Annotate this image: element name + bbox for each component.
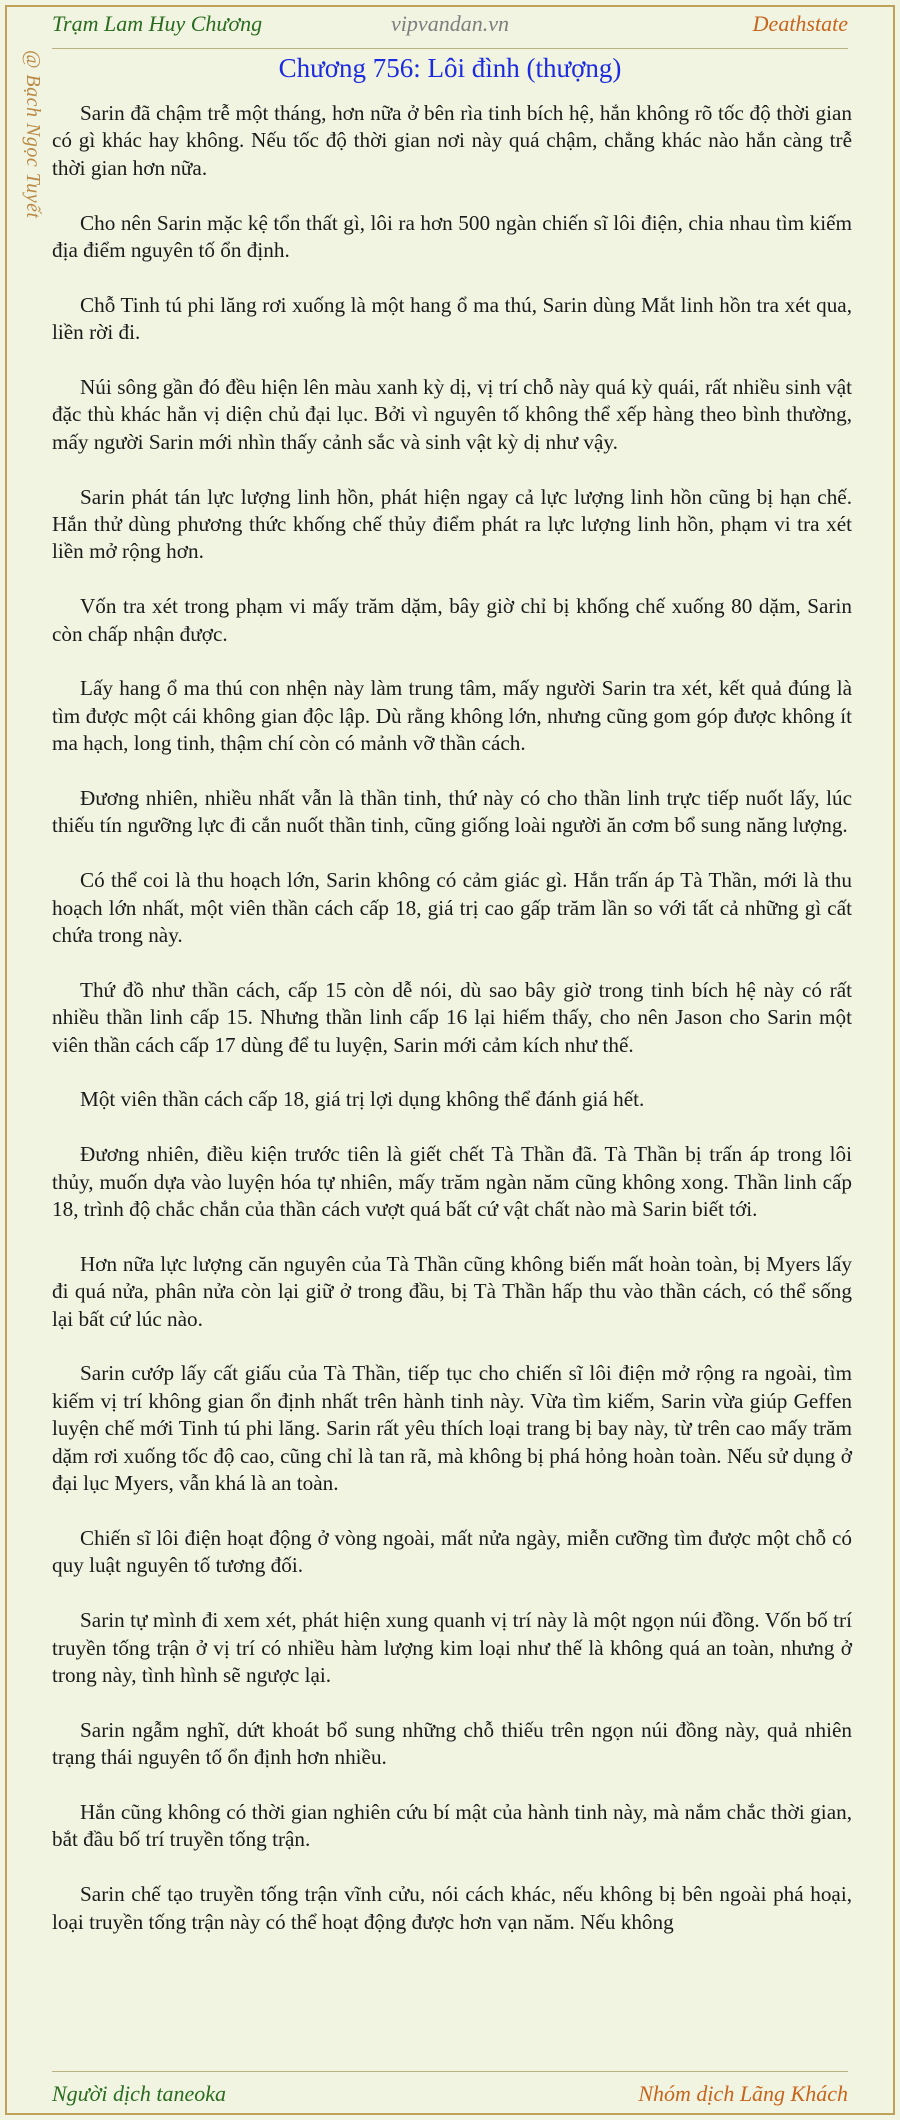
paragraph: Núi sông gần đó đều hiện lên màu xanh kỳ dị, vị trí chỗ này quá kỳ quái, rất nhiều sinh vật đặc thù khác hẳn vị diện chủ đại lục. Bởi vì nguyên tố không thể xếp hàng theo bình thường, mấy người Sarin mới nhìn thấy cảnh sắc và sinh vật kỳ dị như vậy. [52, 375, 852, 454]
paragraph: Sarin cướp lấy cất giấu của Tà Thần, tiếp tục cho chiến sĩ lôi điện mở rộng ra ngoài, tìm kiếm vị trí không gian ổn định nhất trên hành tinh này. Vừa tìm kiếm, Sarin vừa giúp Geffen luyện chế mới Tinh tú phi lăng. Sarin rất yêu thích loại trang bị bay này, từ trên cao mấy trăm dặm rơi xuống tốc độ cao, cũng chỉ là tan rã, mà không bị phá hỏng hoàn toàn. Nếu sử dụng ở đại lục Myers, vẫn khá là an toàn. [52, 1361, 852, 1496]
page-header [52, 8, 848, 49]
paragraph: Cho nên Sarin mặc kệ tổn thất gì, lôi ra hơn 500 ngàn chiến sĩ lôi điện, chia nhau tìm kiếm địa điểm nguyên tố ổn định. [52, 210, 852, 263]
paragraph: Sarin đã chậm trễ một tháng, hơn nữa ở bên rìa tinh bích hệ, hắn không rõ tốc độ thời gian có gì khác hay không. Nếu tốc độ thời gian nơi này quá chậm, chẳng khác nào hắn càng trễ thời gian hơn nữa. [52, 101, 852, 180]
paragraph: Hắn cũng không có thời gian nghiên cứu bí mật của hành tinh này, mà nắm chắc thời gian, bắt đầu bố trí truyền tống trận. [52, 1799, 852, 1852]
paragraph: Sarin chế tạo truyền tống trận vĩnh cửu, nói cách khác, nếu không bị bên ngoài phá hoại, loại truyền tống trận này có thể hoạt động được hơn vạn năm. Nếu không [52, 1882, 852, 1934]
paragraph: Có thể coi là thu hoạch lớn, Sarin không có cảm giác gì. Hắn trấn áp Tà Thần, mới là thu hoạch lớn nhất, một viên thần cách cấp 18, giá trị cao gấp trăm lần so với tất cả những gì cất chứa trong này. [52, 868, 852, 948]
paragraph: Đương nhiên, điều kiện trước tiên là giết chết Tà Thần đã. Tà Thần bị trấn áp trong lôi thủy, muốn dựa vào luyện hóa tự nhiên, mấy trăm ngàn năm cũng không xong. Thần linh cấp 18, trình độ chắc chắn của thần cách vượt quá bất cứ vật chất nào mà Sarin biết tới. [52, 1142, 852, 1222]
paragraph: Hơn nữa lực lượng căn nguyên của Tà Thần cũng không biến mất hoàn toàn, bị Myers lấy đi quá nửa, phân nửa còn lại giữ ở trong đầu, bị Tà Thần hấp thu vào thần cách, có thể sống lại bất cứ lúc nào. [52, 1251, 852, 1331]
paragraph: Đương nhiên, nhiều nhất vẫn là thần tinh, thứ này có cho thần linh trực tiếp nuốt lấy, lúc thiếu tín ngưỡng lực đi cắn nuốt thần tinh, cũng giống loài người ăn cơm bổ sung năng lượng. [52, 786, 852, 838]
header-site-name: Trạm Lam Huy Chương [52, 11, 263, 36]
paragraph: Thứ đồ như thần cách, cấp 15 còn dễ nói, dù sao bây giờ trong tinh bích hệ này có rất nhiều thần linh cấp 15. Nhưng thần linh cấp 16 lại hiếm thấy, cho nên Jason cho Sarin một viên thần cách cấp 17 dùng để tu luyện, Sarin mới cảm kích như thế. [52, 977, 852, 1057]
chapter-body [52, 100, 852, 1963]
header-url: vipvandan.vn [391, 11, 509, 36]
paragraph: Sarin phát tán lực lượng linh hồn, phát hiện ngay cả lực lượng linh hồn cũng bị hạn chế. Hắn thử dùng phương thức khống chế thủy điểm phát ra lực lượng linh hồn, phạm vi tra xét liền mở rộng hơn. [52, 484, 852, 564]
paragraph: Sarin ngẫm nghĩ, dứt khoát bổ sung những chỗ thiếu trên ngọn núi đồng này, quả nhiên trạng thái nguyên tố ổn định hơn nhiều. [52, 1717, 852, 1770]
footer-group: Nhóm dịch Lãng Khách [638, 2081, 848, 2106]
page-footer [52, 2071, 848, 2112]
paragraph: Một viên thần cách cấp 18, giá trị lợi dụng không thể đánh giá hết. [80, 1087, 645, 1112]
paragraph: Chỗ Tinh tú phi lăng rơi xuống là một hang ổ ma thú, Sarin dùng Mắt linh hồn tra xét qua, liền rời đi. [52, 292, 852, 345]
header-book-title: Deathstate [752, 11, 848, 36]
paragraph: Chiến sĩ lôi điện hoạt động ở vòng ngoài, mất nửa ngày, miễn cưỡng tìm được một chỗ có quy luật nguyên tố tương đối. [52, 1525, 852, 1578]
paragraph: Lấy hang ổ ma thú con nhện này làm trung tâm, mấy người Sarin tra xét, kết quả đúng là tìm được một cái không gian độc lập. Dù rằng không lớn, nhưng cũng gom góp được không ít ma hạch, long tinh, thậm chí còn có mảnh vỡ thần cách. [52, 676, 852, 756]
footer-translator: Người dịch taneoka [52, 2081, 227, 2106]
paragraph: Vốn tra xét trong phạm vi mấy trăm dặm, bây giờ chỉ bị khống chế xuống 80 dặm, Sarin còn chấp nhận được. [52, 594, 852, 646]
chapter-title: Chương 756: Lôi đình (thượng) [278, 53, 622, 83]
paragraph: Sarin tự mình đi xem xét, phát hiện xung quanh vị trí này là một ngọn núi đồng. Vốn bố trí truyền tống trận ở vị trí có nhiều hàm lượng kim loại như thế là không quá an toàn, nhưng ở trong này, tình hình sẽ ngược lại. [52, 1608, 852, 1687]
side-watermark: @ Bạch Ngọc Tuyết [22, 50, 44, 219]
